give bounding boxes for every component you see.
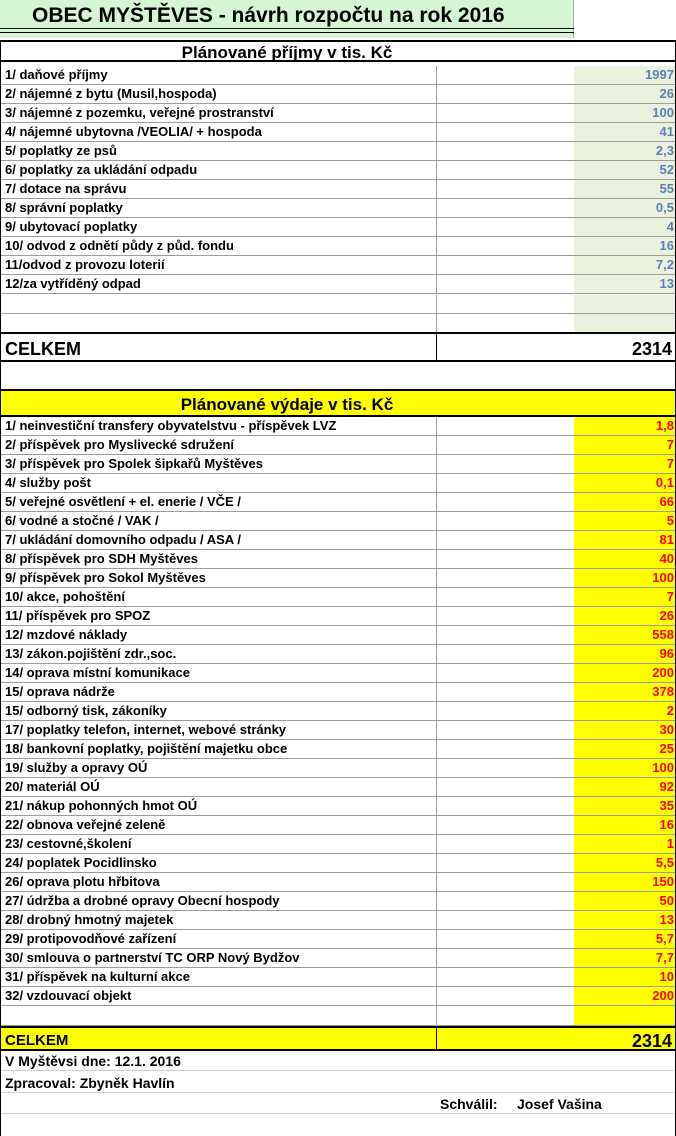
expense-row bbox=[0, 987, 676, 1006]
expense-row bbox=[0, 968, 676, 987]
expense-label: 31/ příspěvek na kulturní akce bbox=[5, 969, 190, 984]
expense-row bbox=[0, 512, 676, 531]
cell-divider bbox=[436, 911, 437, 929]
income-row bbox=[0, 142, 676, 161]
expense-label: 32/ vzdouvací objekt bbox=[5, 988, 132, 1003]
expense-total-row bbox=[0, 1026, 676, 1051]
expense-value: 100 bbox=[652, 570, 674, 585]
cell-divider bbox=[436, 854, 437, 872]
expense-blank-row bbox=[0, 1006, 676, 1026]
income-label: 5/ poplatky ze psů bbox=[5, 143, 117, 158]
income-label: 10/ odvod z odnětí půdy z půd. fondu bbox=[5, 238, 234, 253]
cell-divider bbox=[436, 588, 437, 606]
spacer-row bbox=[0, 362, 676, 389]
expense-label: 21/ nákup pohonných hmot OÚ bbox=[5, 798, 198, 813]
expense-row bbox=[0, 854, 676, 873]
expense-label: 22/ obnova veřejné zeleně bbox=[5, 817, 166, 832]
income-value: 7,2 bbox=[655, 257, 674, 272]
expense-value-cell bbox=[574, 835, 676, 853]
expense-label: 13/ zákon.pojištění zdr.,soc. bbox=[5, 646, 177, 661]
cell-divider bbox=[436, 85, 437, 103]
expense-label: 6/ vodné a stočné / VAK / bbox=[5, 513, 159, 528]
expense-value: 5 bbox=[666, 513, 674, 528]
expense-value: 96 bbox=[659, 646, 674, 661]
expense-row bbox=[0, 911, 676, 930]
expense-row bbox=[0, 873, 676, 892]
expense-value-cell bbox=[574, 436, 676, 454]
expense-row bbox=[0, 797, 676, 816]
expense-value: 7 bbox=[666, 437, 674, 452]
expense-label: 14/ oprava místní komunikace bbox=[5, 665, 190, 680]
expense-label: 30/ smlouva o partnerství TC ORP Nový Bydžov bbox=[5, 950, 300, 965]
expense-label: 10/ akce, pohoštění bbox=[5, 589, 125, 604]
expense-row bbox=[0, 474, 676, 493]
footer-blank-row bbox=[0, 1115, 676, 1135]
expense-row bbox=[0, 835, 676, 854]
expense-row bbox=[0, 930, 676, 949]
income-label: 2/ nájemné z bytu (Musil,hospoda) bbox=[5, 86, 217, 101]
expense-label: 7/ ukládání domovního odpadu / ASA / bbox=[5, 532, 241, 547]
income-total-row bbox=[0, 332, 676, 362]
expense-row bbox=[0, 664, 676, 683]
expense-value: 40 bbox=[659, 551, 674, 566]
cell-divider bbox=[436, 436, 437, 454]
expense-row bbox=[0, 588, 676, 607]
cell-divider bbox=[436, 512, 437, 530]
footer-approved-label: Schválil: bbox=[440, 1096, 498, 1112]
expense-label: 1/ neinvestiční transfery obyvatelstvu - příspěvek LVZ bbox=[5, 418, 337, 433]
expense-row bbox=[0, 550, 676, 569]
cell-divider bbox=[436, 142, 437, 160]
cell-divider bbox=[436, 66, 437, 84]
cell-divider bbox=[436, 740, 437, 758]
income-value: 0,5 bbox=[655, 200, 674, 215]
expense-value-cell bbox=[574, 702, 676, 720]
income-row bbox=[0, 104, 676, 123]
income-label: 1/ daňové příjmy bbox=[5, 67, 108, 82]
income-label: 6/ poplatky za ukládání odpadu bbox=[5, 162, 198, 177]
income-row bbox=[0, 66, 676, 85]
income-row bbox=[0, 199, 676, 218]
expense-label: 29/ protipovodňové zařízení bbox=[5, 931, 177, 946]
expense-value: 13 bbox=[659, 912, 674, 927]
cell-divider bbox=[436, 683, 437, 701]
cell-divider bbox=[436, 835, 437, 853]
expense-row bbox=[0, 436, 676, 455]
income-total-label: CELKEM bbox=[5, 339, 81, 359]
expense-label: 9/ příspěvek pro Sokol Myštěves bbox=[5, 570, 206, 585]
expense-label: 23/ cestovné,školení bbox=[5, 836, 132, 851]
expense-value-cell bbox=[574, 512, 676, 530]
income-value: 55 bbox=[659, 181, 674, 196]
cell-divider bbox=[436, 930, 437, 948]
expense-value: 25 bbox=[659, 741, 674, 756]
footer-prepared-by: Zpracoval: Zbyněk Havlín bbox=[5, 1075, 175, 1091]
income-value: 26 bbox=[659, 86, 674, 101]
expense-label: 2/ příspěvek pro Myslivecké sdružení bbox=[5, 437, 235, 452]
cell-divider bbox=[436, 493, 437, 511]
title-underline-2 bbox=[0, 32, 574, 33]
expense-row bbox=[0, 778, 676, 797]
footer-approved-name: Josef Vašina bbox=[517, 1096, 602, 1112]
income-label: 12/za vytříděný odpad bbox=[5, 276, 141, 291]
income-value: 13 bbox=[659, 276, 674, 291]
expense-label: 8/ příspěvek pro SDH Myštěves bbox=[5, 551, 198, 566]
cell-divider bbox=[436, 218, 437, 236]
income-header-text: Plánované příjmy v tis. Kč bbox=[181, 43, 393, 62]
income-header bbox=[0, 40, 676, 62]
income-row bbox=[0, 123, 676, 142]
cell-divider bbox=[436, 180, 437, 198]
expense-row bbox=[0, 493, 676, 512]
cell-divider bbox=[436, 702, 437, 720]
income-value: 2,3 bbox=[655, 143, 674, 158]
income-value: 16 bbox=[659, 238, 674, 253]
expense-value: 7 bbox=[666, 456, 674, 471]
cell-divider bbox=[436, 607, 437, 625]
cell-divider bbox=[436, 123, 437, 141]
cell-divider bbox=[436, 569, 437, 587]
expense-label: 19/ služby a opravy OÚ bbox=[5, 760, 148, 775]
footer-prepared-row bbox=[0, 1073, 676, 1093]
expense-total-label: CELKEM bbox=[5, 1032, 69, 1049]
title-row bbox=[0, 0, 574, 38]
income-value: 100 bbox=[652, 105, 674, 120]
income-row bbox=[0, 180, 676, 199]
expense-value: 558 bbox=[652, 627, 674, 642]
expense-row bbox=[0, 626, 676, 645]
expense-label: 15/ odborný tisk, zákoníky bbox=[5, 703, 167, 718]
expense-value: 0,1 bbox=[655, 475, 674, 490]
expense-value: 150 bbox=[652, 874, 674, 889]
expense-value: 16 bbox=[659, 817, 674, 832]
income-row bbox=[0, 256, 676, 275]
left-border bbox=[0, 40, 1, 1136]
expense-value: 100 bbox=[652, 760, 674, 775]
cell-divider bbox=[436, 531, 437, 549]
expense-row bbox=[0, 759, 676, 778]
footer-approved-row bbox=[0, 1094, 676, 1114]
income-value: 41 bbox=[659, 124, 674, 139]
expense-row bbox=[0, 569, 676, 588]
income-label: 11/odvod z provozu loterií bbox=[5, 257, 165, 272]
expense-row bbox=[0, 683, 676, 702]
income-value: 4 bbox=[666, 219, 674, 234]
expense-row bbox=[0, 949, 676, 968]
income-row bbox=[0, 275, 676, 294]
expense-label: 3/ příspěvek pro Spolek šipkařů Myštěves bbox=[5, 456, 263, 471]
expense-row bbox=[0, 531, 676, 550]
income-blank-row bbox=[0, 314, 676, 333]
expense-value: 30 bbox=[659, 722, 674, 737]
footer-date: V Myštěvsi dne: 12.1. 2016 bbox=[5, 1053, 181, 1069]
income-label: 4/ nájemné ubytovna /VEOLIA/ + hospoda bbox=[5, 124, 262, 139]
expense-row bbox=[0, 607, 676, 626]
expense-total-value: 2314 bbox=[631, 1031, 672, 1051]
cell-divider bbox=[436, 873, 437, 891]
expense-value: 50 bbox=[659, 893, 674, 908]
expense-value-cell bbox=[574, 455, 676, 473]
expense-value: 200 bbox=[652, 665, 674, 680]
cell-divider bbox=[436, 797, 437, 815]
expense-row bbox=[0, 702, 676, 721]
expense-label: 11/ příspěvek pro SPOZ bbox=[5, 608, 151, 623]
cell-divider bbox=[436, 968, 437, 986]
expense-value: 35 bbox=[659, 798, 674, 813]
cell-divider bbox=[436, 949, 437, 967]
income-label: 9/ ubytovací poplatky bbox=[5, 219, 138, 234]
expense-label: 26/ oprava plotu hřbitova bbox=[5, 874, 160, 889]
expense-value: 7 bbox=[666, 589, 674, 604]
cell-divider bbox=[436, 816, 437, 834]
income-row bbox=[0, 161, 676, 180]
expense-value-cell bbox=[574, 588, 676, 606]
expense-value: 1 bbox=[666, 836, 674, 851]
cell-divider bbox=[436, 275, 437, 293]
cell-divider bbox=[436, 474, 437, 492]
expense-value: 26 bbox=[659, 608, 674, 623]
expense-label: 5/ veřejné osvětlení + el. enerie / VČE / bbox=[5, 494, 241, 509]
expense-value: 10 bbox=[659, 969, 674, 984]
expense-label: 20/ materiál OÚ bbox=[5, 779, 100, 794]
expense-value: 7,7 bbox=[655, 950, 674, 965]
cell-divider bbox=[436, 626, 437, 644]
expense-label: 4/ služby pošt bbox=[5, 475, 91, 490]
expense-value: 378 bbox=[652, 684, 674, 699]
expense-value: 1,8 bbox=[655, 418, 674, 433]
income-value-cell bbox=[574, 218, 676, 236]
expense-label: 28/ drobný hmotný majetek bbox=[5, 912, 174, 927]
income-row bbox=[0, 237, 676, 256]
footer-date-row bbox=[0, 1051, 676, 1071]
expense-label: 27/ údržba a drobné opravy Obecní hospody bbox=[5, 893, 280, 908]
expense-row bbox=[0, 816, 676, 835]
expense-row bbox=[0, 740, 676, 759]
title-underline bbox=[0, 28, 574, 29]
cell-divider bbox=[436, 987, 437, 1005]
cell-divider bbox=[436, 104, 437, 122]
cell-divider bbox=[436, 256, 437, 274]
expense-header bbox=[0, 389, 676, 417]
expense-label: 24/ poplatek Pocidlinsko bbox=[5, 855, 157, 870]
expense-label: 12/ mzdové náklady bbox=[5, 627, 128, 642]
expense-value: 2 bbox=[666, 703, 674, 718]
cell-divider bbox=[436, 550, 437, 568]
expense-value: 5,7 bbox=[655, 931, 674, 946]
expense-row bbox=[0, 455, 676, 474]
page-title: OBEC MYŠTĚVES - návrh rozpočtu na rok 2016 bbox=[32, 4, 505, 27]
income-value: 52 bbox=[659, 162, 674, 177]
expense-label: 17/ poplatky telefon, internet, webové stránky bbox=[5, 722, 287, 737]
cell-divider bbox=[436, 759, 437, 777]
expense-label: 15/ oprava nádrže bbox=[5, 684, 115, 699]
cell-divider bbox=[436, 199, 437, 217]
cell-divider bbox=[436, 778, 437, 796]
expense-label: 18/ bankovní poplatky, pojištění majetku obce bbox=[5, 741, 288, 756]
income-label: 7/ dotace na správu bbox=[5, 181, 127, 196]
expense-row bbox=[0, 721, 676, 740]
cell-divider bbox=[436, 455, 437, 473]
expense-value: 81 bbox=[659, 532, 674, 547]
cell-divider bbox=[436, 721, 437, 739]
income-row bbox=[0, 85, 676, 104]
income-value: 1997 bbox=[645, 67, 674, 82]
cell-divider bbox=[436, 664, 437, 682]
expense-value: 5,5 bbox=[655, 855, 674, 870]
expense-value: 66 bbox=[659, 494, 674, 509]
expense-row bbox=[0, 645, 676, 664]
cell-divider bbox=[436, 892, 437, 910]
income-row bbox=[0, 218, 676, 237]
cell-divider bbox=[436, 237, 437, 255]
cell-divider bbox=[436, 645, 437, 663]
expense-row bbox=[0, 417, 676, 436]
income-blank-row bbox=[0, 295, 676, 314]
cell-divider bbox=[436, 417, 437, 435]
expense-row bbox=[0, 892, 676, 911]
expense-header-text: Plánované výdaje v tis. Kč bbox=[180, 395, 394, 414]
income-label: 8/ správní poplatky bbox=[5, 200, 123, 215]
income-label: 3/ nájemné z pozemku, veřejné prostranství bbox=[5, 105, 274, 120]
income-total-value: 2314 bbox=[631, 339, 672, 359]
cell-divider bbox=[436, 161, 437, 179]
expense-value: 92 bbox=[659, 779, 674, 794]
expense-value: 200 bbox=[652, 988, 674, 1003]
